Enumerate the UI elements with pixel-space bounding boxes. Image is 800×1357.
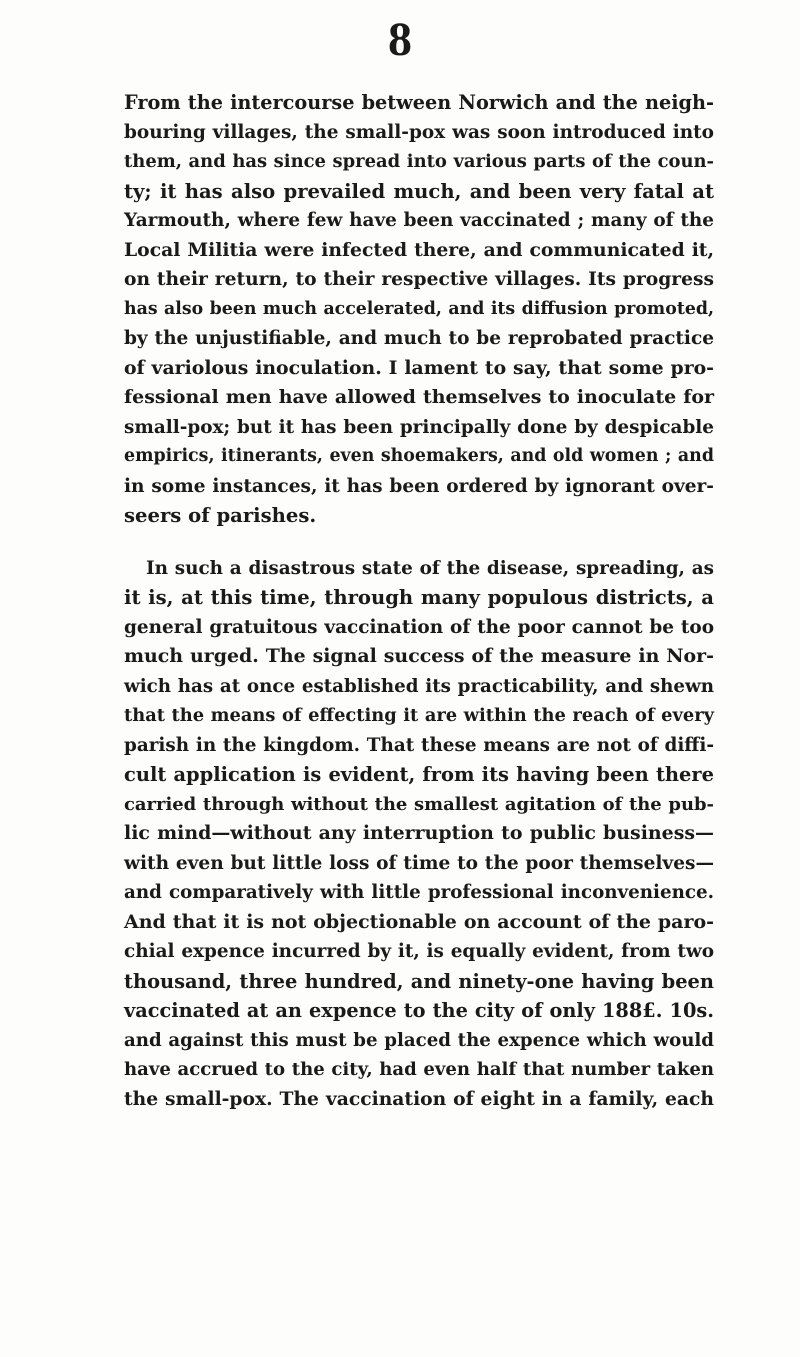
text-line: them, and has since spread into various parts of the coun-: [124, 151, 714, 172]
text-line: thousand, three hundred, and ninety-one having been: [124, 969, 714, 993]
text-line: on their return, to their respective villages. Its progress: [124, 268, 714, 290]
text-line: Yarmouth, where few have been vaccinated ; many of the: [124, 210, 714, 231]
text-line: have accrued to the city, had even half that number taken: [124, 1059, 714, 1080]
text-line: wich has at once established its practicability, and shewn: [124, 675, 714, 697]
text-line: of variolous inoculation. I lament to say, that some pro-: [124, 356, 714, 379]
text-line: much urged. The signal success of the measure in Nor-: [124, 645, 714, 667]
text-line: fessional men have allowed themselves to inoculate for: [124, 386, 714, 408]
text-line: And that it is not objectionable on account of the paro-: [124, 910, 714, 933]
text-line: vaccinated at an expence to the city of only 188£. 10s.: [124, 999, 714, 1022]
text-line: parish in the kingdom. That these means are not of diffi-: [124, 734, 714, 756]
text-line: with even but little loss of time to the poor themselves—: [124, 852, 714, 874]
text-line: From the intercourse between Norwich and the neigh-: [124, 91, 714, 114]
body-text: [124, 88, 714, 1114]
text-line: In such a disastrous state of the disease, spreading, as: [146, 557, 714, 579]
paragraph-2: [124, 554, 714, 1115]
text-line: by the unjustifiable, and much to be reprobated practice: [124, 328, 714, 349]
text-line: chial expence incurred by it, is equally evident, from two: [124, 941, 714, 962]
text-line: that the means of effecting it are within the reach of every: [124, 705, 714, 726]
text-line: lic mind—without any interruption to public business—: [124, 822, 714, 844]
text-line: seers of parishes.: [124, 504, 317, 527]
text-line: carried through without the smallest agitation of the pub-: [124, 793, 714, 815]
text-line: cult application is evident, from its having been there: [124, 763, 714, 786]
text-line: the small-pox. The vaccination of eight in a family, each: [124, 1087, 714, 1110]
text-line: small-pox; but it has been principally done by despicable: [124, 416, 714, 438]
text-line: and against this must be placed the expence which would: [124, 1029, 714, 1051]
page-number: 8: [388, 13, 412, 66]
text-line: general gratuitous vaccination of the poor cannot be too: [124, 616, 714, 638]
paragraph-1: [124, 88, 714, 531]
text-line: Local Militia were infected there, and communicated it,: [124, 238, 714, 261]
text-line: in some instances, it has been ordered by ignorant over-: [124, 475, 714, 497]
text-line: empirics, itinerants, even shoemakers, and old women ; and: [124, 446, 714, 466]
text-line: it is, at this time, through many populous districts, a: [124, 586, 714, 609]
text-line: and comparatively with little professional inconvenience.: [124, 882, 714, 903]
text-line: has also been much accelerated, and its diffusion promoted,: [124, 298, 714, 319]
text-line: bouring villages, the small-pox was soon introduced into: [124, 121, 714, 143]
text-line: ty; it has also prevailed much, and been very fatal at: [124, 179, 714, 203]
